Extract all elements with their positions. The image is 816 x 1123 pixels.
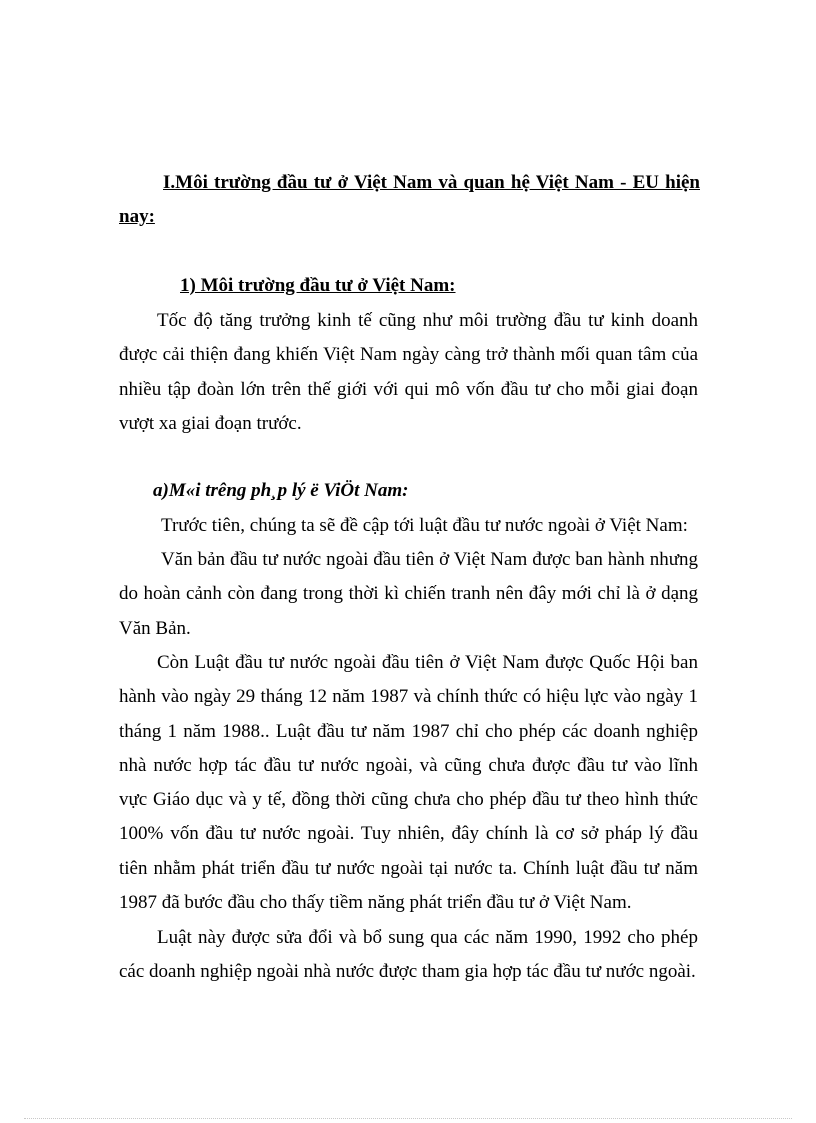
paragraph-first-mention: Trước tiên, chúng ta sẽ đề cập tới luật đầu tư nước ngoài ở Việt Nam: xyxy=(161,515,688,536)
paragraph-first-document: Văn bản đầu tư nước ngoài đầu tiên ở Việt Nam được ban hành nhưng do hoàn cảnh còn đang trong thời kì chiến tranh nên đây mới chỉ là ở dạng Văn Bản. xyxy=(119,549,698,639)
section-heading-line1: I.Môi trường đầu tư ở Việt Nam và quan hệ Việt Nam - EU hiện xyxy=(163,172,700,193)
subsubsection-heading: a)M«i trêng ph¸p lý ë ViÖt Nam: xyxy=(153,480,409,501)
paragraph-law-1987: Còn Luật đầu tư nước ngoài đầu tiên ở Việt Nam được Quốc Hội ban hành vào ngày 29 tháng 12 năm 1987 và chính thức có hiệu lực vào ngày 1 tháng 1 năm 1988.. Luật đầu tư năm 1987 chỉ cho phép các doanh nghiệp nhà nước hợp tác đầu tư nước ngoài, và cũng chưa được đầu tư vào lĩnh vực Giáo dục và y tế, đồng thời cũng chưa cho phép đầu tư theo hình thức 100% vốn đầu tư nước ngoài. Tuy nhiên, đây chính là cơ sở pháp lý đầu tiên nhằm phát triển đầu tư nước ngoài tại nước ta. Chính luật đầu tư năm 1987 đã bước đầu cho thấy tiềm năng phát triển đầu tư ở Việt Nam. xyxy=(119,652,698,914)
paragraph-amendments: Luật này được sửa đổi và bổ sung qua các năm 1990, 1992 cho phép các doanh nghiệp ngoài nhà nước được tham gia hợp tác đầu tư nước ngoài. xyxy=(119,927,698,983)
section-heading-line2: nay: xyxy=(119,206,155,227)
paragraph-intro: Tốc độ tăng trưởng kinh tế cũng như môi trường đầu tư kinh doanh được cải thiện đang khiến Việt Nam ngày càng trở thành mối quan tâm của nhiều tập đoàn lớn trên thế giới với qui mô vốn đầu tư cho mỗi giai đoạn vượt xa giai đoạn trước. xyxy=(119,310,698,434)
page-bottom-divider xyxy=(24,1118,792,1119)
subsection-heading: 1) Môi trường đầu tư ở Việt Nam: xyxy=(180,275,456,296)
